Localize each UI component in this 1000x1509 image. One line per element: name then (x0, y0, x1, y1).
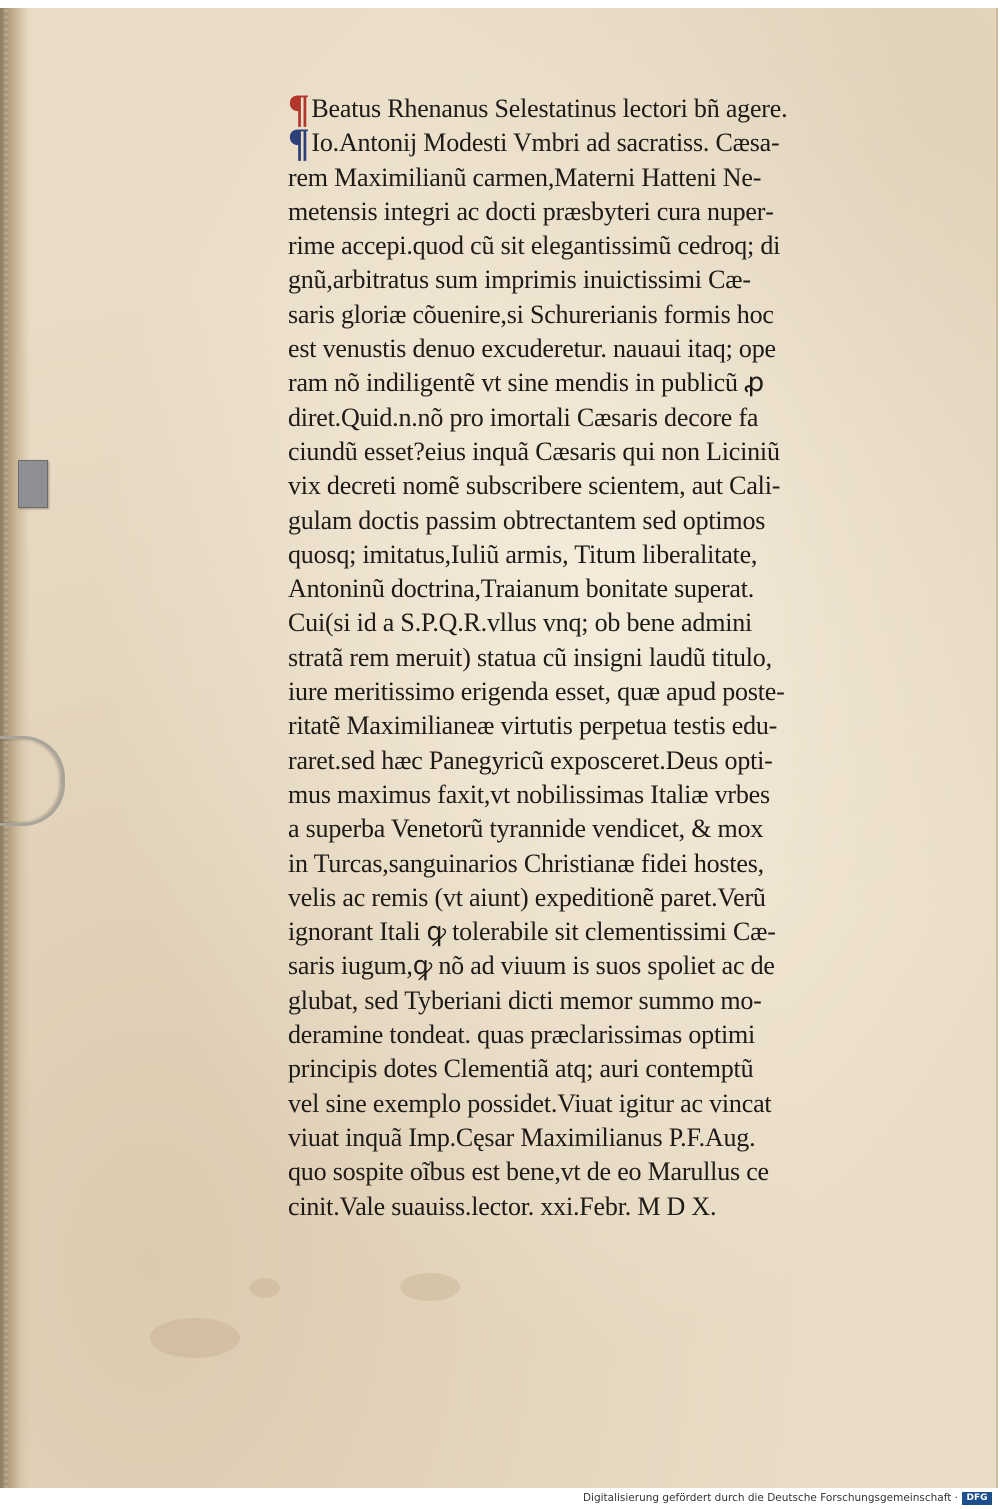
paragraph-mark-icon: ¶ (288, 86, 310, 131)
text-line: Antoninũ doctrina,Traianum bonitate superat. (288, 574, 755, 604)
heading-line: Beatus Rhenanus Selestatinus lectori bñ agere. (311, 94, 788, 123)
text-line: velis ac remis (vt aiunt) expeditionẽ paret.Verũ (288, 882, 766, 912)
text-line: mus maximus faxit,vt nobilissimas Italiæ vrbes (288, 779, 770, 809)
text-line: gulam doctis passim obtrectantem sed optimos (288, 505, 766, 535)
text-line: rime accepi.quod cũ sit elegantissimũ cedroq; di (288, 231, 781, 261)
paper-stain (250, 1278, 280, 1298)
text-line-2 (288, 120, 948, 166)
text-line: saris iugum,ꝙ nõ ad viuum is suos spoliet ac de (288, 951, 775, 981)
text-line: rem Maximilianũ carmen,Materni Hatteni Ne‑ (288, 162, 762, 192)
text-line: diret.Quid.n.nõ pro imortali Cæsaris decore fa (288, 402, 759, 432)
text-line-1 (288, 86, 948, 131)
text-line: ritatẽ Maximilianeæ virtutis perpetua testis edu‑ (288, 711, 778, 741)
text-line: ciundũ esset?eius inquã Cæsaris qui non Liciniũ (288, 436, 780, 466)
footer-bar (0, 1490, 1000, 1509)
printed-text-block (288, 86, 948, 1224)
text-line: viuat inquã Imp.Cęsar Maximilianus P.F.Aug. (288, 1122, 756, 1152)
text-line: raret.sed hæc Panegyricũ exposceret.Deus opti‑ (288, 745, 773, 775)
closing-line: cinit.Vale suauiss.lector. xxi.Febr. M D X. (288, 1191, 717, 1221)
paper-stain (400, 1273, 460, 1301)
text-line: est venustis denuo excuderetur. nauaui itaq; ope (288, 334, 776, 364)
text-line: principis dotes Clementiã atq; auri contemptũ (288, 1054, 754, 1084)
text-line: quo sospite oĩbus est bene,vt de eo Marullus ce (288, 1157, 769, 1187)
paper-stain (150, 1318, 240, 1358)
text-line: Io.Antonij Modesti Vmbri ad sacratiss. Cæsa‑ (311, 128, 780, 158)
text-line: iure meritissimo erigenda esset, quæ apud poste‑ (288, 677, 785, 707)
text-line: quosq; imitatus,Iuliũ armis, Titum liberalitate, (288, 539, 758, 569)
paragraph-mark-icon: ¶ (288, 120, 310, 166)
text-line: vix decreti nomẽ subscribere scientem, aut Cali‑ (288, 471, 781, 501)
book-page (0, 8, 998, 1488)
text-line: saris gloriæ cõuenire,si Schurerianis formis hoc (288, 299, 774, 329)
text-line: ram nõ indiligentẽ vt sine mendis in publicũ ꝓ (288, 368, 764, 398)
text-line: Cui(si id a S.P.Q.R.vllus vnq; ob bene admini (288, 608, 753, 638)
clasp-ring (0, 736, 65, 826)
funding-note: Digitalisierung gefördert durch die Deutsche Forschungsgemeinschaft · (582, 1492, 958, 1504)
text-line: stratã rem meruit) statua cũ insigni laudũ titulo, (288, 642, 772, 672)
text-line: in Turcas,sanguinarios Christianæ fidei hostes, (288, 848, 764, 878)
text-line: a superba Venetorũ tyrannide vendicet, & mox (288, 814, 764, 844)
text-line: gnũ,arbitratus sum imprimis inuictissimi Cæ‑ (288, 265, 751, 295)
text-line: ignorant Itali ꝙ tolerabile sit clementissimi Cæ‑ (288, 917, 776, 947)
text-line: glubat, sed Tyberiani dicti memor summo mo‑ (288, 985, 762, 1015)
binding-tab (18, 460, 48, 508)
dfg-logo[interactable]: DFG (962, 1492, 992, 1505)
text-line: deramine tondeat. quas præclarissimas optimi (288, 1020, 756, 1050)
text-line: vel sine exemplo possidet.Viuat igitur ac vincat (288, 1088, 772, 1118)
text-line: metensis integri ac docti præsbyteri cura nuper‑ (288, 196, 774, 226)
